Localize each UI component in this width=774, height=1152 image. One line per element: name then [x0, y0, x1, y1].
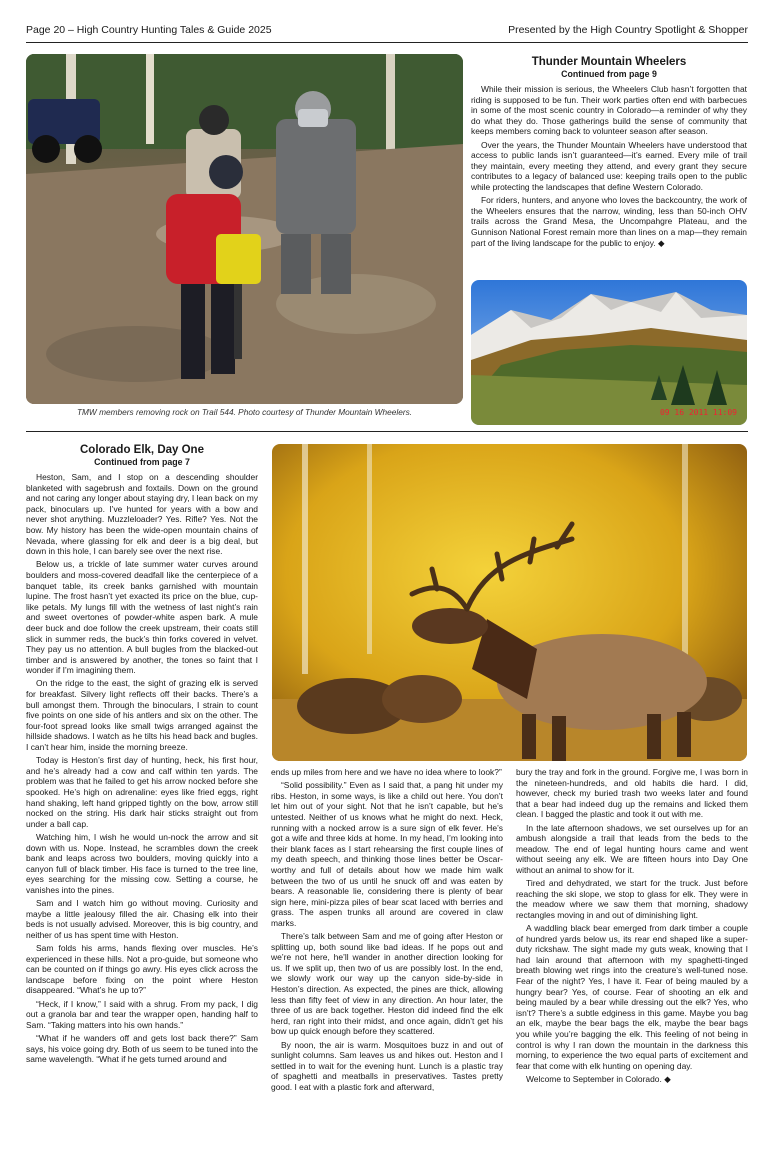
wheelers-article [471, 56, 747, 251]
elk-paragraph: Tired and dehydrated, we start for the truck. Just before reaching the ski slope, we stop to glass for elk. They were in the meadow where we saw them that morning, shadowy rectangles moving in and out of diminishing light. [516, 878, 748, 920]
wheelers-paragraph: For riders, hunters, and anyone who loves the backcountry, the work of the Wheelers ensures that the narrow, winding, less than 50-inch OHV trails across the Grand Mesa, the Uncompahgre Plateau, and the Gunnison National Forest remain more than lines on a map—they remain part of the living landscape for the public to enjoy. ◆ [471, 195, 747, 248]
elk-paragraph: Today is Heston’s first day of hunting, heck, his first hour, and he’s already had a cow and calf within ten yards. The problem was that he failed to get his arrow nocked before she spooked. He’s high on adrenaline: eyes like fried eggs, right hand shaking, left hand gripped tightly on the bow, arrow still nocked on the string. His dark hair sticks straight out from under a ball cap. [26, 755, 258, 829]
elk-paragraph: bury the tray and fork in the ground. Forgive me, I was born in the nineteen-hundreds, and old habits die hard. I did, however, check my buried trash two weeks later and found that a bear had indeed dug up the remains and licked them clean. I bagged the plastic and took it out with me. [516, 767, 748, 820]
elk-paragraph: On the ridge to the east, the sight of grazing elk is served for breakfast. Silvery light reflects off their backs. There’s a bull amongst them. Through the binoculars, I strain to count five points on one side of his antlers and six on the other. The four-foot spread looks like small twigs arranged against the hillside shadows. I watch as he tilts his head back and bugles. I can’t hear him, inside the morning breeze. [26, 678, 258, 753]
elk-paragraph: “What if he wanders off and gets lost back there?” Sam says, his voice going dry. Both of us seem to be tuned into the same wavelength. “What if he gets turned around and [26, 1033, 258, 1065]
mountain-photo [471, 280, 747, 425]
elk-paragraph: Sam and I watch him go without moving. Curiosity and maybe a little jealousy filled the air. Chasing elk into their beds is not usually advised. Moreover, this is big country, and neither of us has spent time with Heston. [26, 898, 258, 940]
header-left: Page 20 – High Country Hunting Tales & Guide 2025 [26, 24, 272, 36]
elk-paragraph: Heston, Sam, and I stop on a descending shoulder blanketed with sagebrush and foxtails. Down on the ground and not caring any longer about staying dry, I lean back on my pack, binoculars up. I’ve hunted for years with a bow and never shot anything. Muzzleloader? Yes. Rifle? Yes. Not the bow. My history has been the wide-open mountain chains of Nevada, where glassing for elk and deer is a big deal, but down in this hole, I can barely see over the next rise. [26, 472, 259, 557]
wheelers-paragraph: While their mission is serious, the Wheelers Club hasn’t forgotten that riding is supposed to be fun. Their work parties often end with barbecues in some of the most scenic country in Colorado—a reminder of why they do what they do. Those gatherings build the sense of community that keeps members coming back to volunteer season after season. [471, 84, 747, 137]
wheelers-continued: Continued from page 9 [561, 69, 657, 79]
elk-paragraph: Below us, a trickle of late summer water curves around boulders and moss-covered deadfall like the centerpiece of a banquet table, its creek banks garnished with mountain lupine. The frost hasn’t yet exacted its price on the blue, cup-like petals. My lungs fill with the wetness of last night’s rain and sweet overtones of powder-white aspen bark. A mule deer buck and doe follow the creek upstream, their coats still slick in summer reds, the buck’s thin forks covered in velvet. They pay us no attention. A bull bugles from the blacked-out timber and is answered by another, the tones so faint that I wonder if I’m imagining them. [26, 559, 258, 676]
elk-paragraph: “Solid possibility.” Even as I said that, a pang hit under my ribs. Heston, in some ways, is like a child out here. You don’t let him out of your sight. Not that he isn’t capable, but he’s untested. Neither of us knows what he might do next. Heck, running with a nocked arrow is a sure sign of elk fever. He’s got a wife and three kids at home. In my head, I’m looking into their blank faces as I start rehearsing the first couple lines of my death speech, and thinking those lines better be Oscar-worthy and full of details about how we made him walk between the two of us until he snuck off and was eaten by bears. A reasonable lie, considering there is plenty of bear sign here, mini-pizza piles of bear scat laced with berries and grass. The aspen trunks all around are covered in claw marks. [271, 780, 503, 928]
mountain-illustration [471, 280, 747, 425]
elk-continued: Continued from page 7 [94, 457, 190, 467]
elk-paragraph: ends up miles from here and we have no idea where to look?” [271, 767, 502, 777]
trail-crew-photo [26, 54, 463, 404]
photo-caption: TMW members removing rock on Trail 544. Photo courtesy of Thunder Mountain Wheelers. [76, 407, 413, 417]
header-rule [26, 42, 748, 43]
elk-paragraph: There’s talk between Sam and me of going after Heston or splitting up, both sound like bad ideas. If he pops out and we’re not here, he’ll wander in another direction looking for us. If we split up, then two of us are possibly lost. In the end, we slowly work our way up the canyon side-by-side in Heston’s direction. As expected, the pines are thick, allowing less than fifty feet of view in any direction. An hour later, the three of us are back together. Heston did indeed find the elk herd, ran right into their midst, and once again, didn’t get his bow up quick enough before they scattered. [271, 931, 503, 1037]
photo-timestamp: 09 16 2011 11:09 [659, 408, 737, 417]
elk-paragraph: In the late afternoon shadows, we set ourselves up for an ambush alongside a trail that leads from the beds to the meadow. The end of legal hunting hours came and went without seeing any elk. We are fifteen hours into Day One without an animal to show for it. [516, 822, 748, 875]
elk-photo [272, 444, 747, 761]
page-header [26, 24, 748, 40]
section-divider [26, 431, 748, 432]
elk-paragraph: By noon, the air is warm. Mosquitoes buzz in and out of sunlight columns. Sam leaves us and hikes out. Heston and I settled in to wait for the evening hunt. Lunch is a plastic tray of spaghetti and meatballs in preservatives. Tastes pretty good. I eat with a plastic fork and afterward, [271, 1039, 503, 1092]
elk-article-col3 [516, 767, 748, 1087]
elk-illustration [272, 444, 747, 761]
trail-crew-illustration [26, 54, 463, 404]
elk-paragraph: Welcome to September in Colorado. ◆ [526, 1074, 671, 1084]
elk-article-col1 [26, 444, 258, 1067]
wheelers-paragraph: Over the years, the Thunder Mountain Wheelers have understood that access to public lands isn’t guaranteed—it’s earned. Every mile of trail they maintain, every meeting they attend, and every grant they secure contributes to a legacy of balanced use: keeping trails open to the public while protecting the landscapes that define Western Colorado. [471, 139, 747, 192]
elk-paragraph: Sam folds his arms, hands flexing over muscles. He’s experienced in these hills. Not a pro-guide, but someone who can be counted on if things go awry. His eyes click across the landscape before fixing on the point where Heston disappeared. “What’s he up to?” [26, 943, 258, 996]
elk-article-col2 [271, 767, 503, 1095]
header-right: Presented by the High Country Spotlight & Shopper [508, 24, 748, 36]
elk-paragraph: “Heck, if I know,” I said with a shrug. From my pack, I dig out a granola bar and tear the wrapper open, handing half to Sam. “Taking matters into his own hands.” [26, 998, 258, 1030]
elk-paragraph: A waddling black bear emerged from dark timber a couple of hundred yards below us, its rear end shaped like a super-duty rickshaw. The sight made my guts weak, knowing that I had lain around that afternoon with my spaghetti-tinged breath blowing wet rings into the creature’s well-tuned nose. Fear of the night? Yes, I have it. Fear of being mauled by a hungry bear? Yes, of course. Fear of shooting an elk and being mauled by a bear while dressing out the elk? Yes, who isn’t? There’s a subtle edginess in this game. Maybe you bag an elk, maybe the bear bags the elk, maybe the bear bags you while you’re bagging the elk. This feeling of not being in control is why I ran down the mountain in the darkness this morning, to experience the two equal parts of excitement and fear that come with elk hunting on opening day. [516, 923, 748, 1071]
elk-title: Colorado Elk, Day One [80, 444, 204, 456]
elk-paragraph: Watching him, I wish he would un-nock the arrow and sit down with us. Nope. Instead, he scrambles down the creek bank and leaps across two boulders, moving quickly into a canyon full of black timber. His face is turned to the tree line, eyes searching for the missing cow. Setting a course, he vanishes into the pines. [26, 831, 258, 895]
wheelers-title: Thunder Mountain Wheelers [531, 56, 687, 68]
